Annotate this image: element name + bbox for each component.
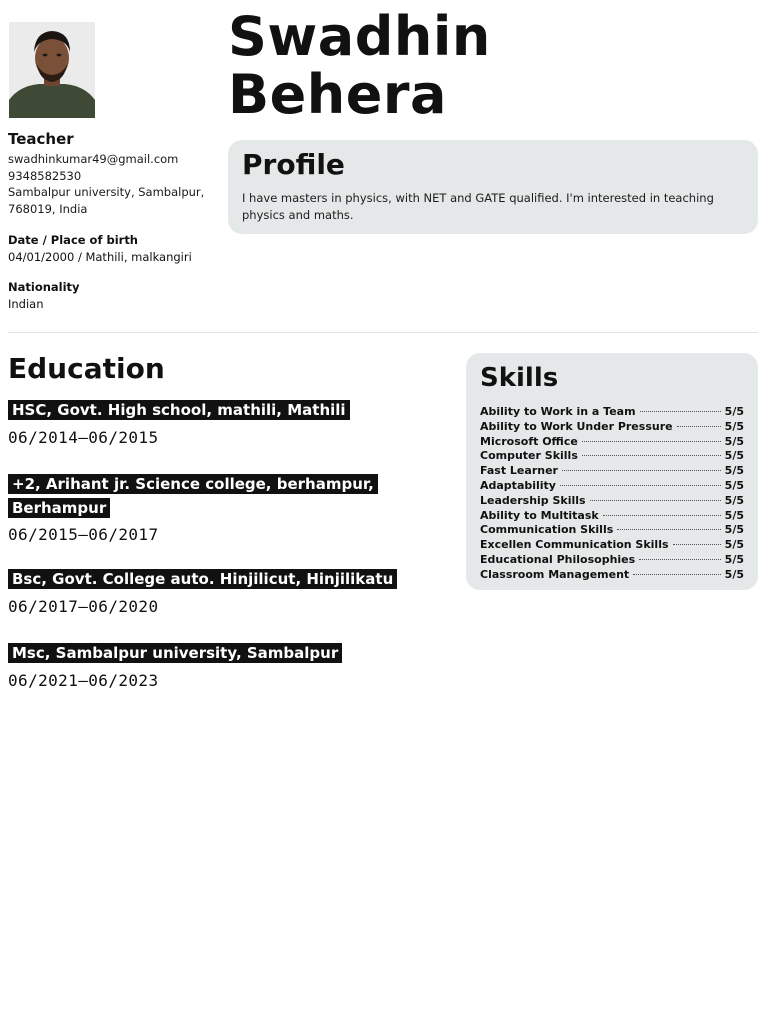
skills-section <box>466 353 758 590</box>
skill-level: 5/5 <box>724 464 744 478</box>
section-divider <box>8 332 758 333</box>
leader-dots <box>582 455 721 456</box>
education-school: +2, Arihant jr. Science college, berhampur, Berhampur <box>8 474 378 518</box>
skill-level: 5/5 <box>724 478 744 492</box>
profile-heading: Profile <box>242 148 345 181</box>
nationality-value: Indian <box>8 296 44 311</box>
last-name: Behera <box>228 63 447 126</box>
first-name: Swadhin <box>228 5 491 68</box>
skill-name: Ability to Work in a Team <box>480 405 636 418</box>
skill-level: 5/5 <box>724 419 744 433</box>
leader-dots <box>590 500 721 501</box>
skill-row <box>480 494 744 509</box>
education-item <box>8 642 408 692</box>
leader-dots <box>639 559 720 560</box>
profile-section <box>228 140 758 234</box>
skill-name: Fast Learner <box>480 464 558 478</box>
education-school: Msc, Sambalpur university, Sambalpur <box>8 643 342 663</box>
education-heading: Education <box>8 352 165 385</box>
education-dates: 06/2017—06/2020 <box>8 596 159 616</box>
skill-level: 5/5 <box>724 508 744 522</box>
skill-name: Ability to Work Under Pressure <box>480 419 673 433</box>
skill-level: 5/5 <box>724 538 744 552</box>
profile-text: I have masters in physics, with NET and GATE qualified. I'm interested in teaching physics and maths. <box>242 191 714 222</box>
skill-name: Excellen Communication Skills <box>480 538 669 552</box>
skill-row <box>480 464 744 479</box>
birth-detail <box>8 232 192 265</box>
leader-dots <box>677 426 721 427</box>
skill-name: Communication Skills <box>480 523 614 537</box>
skill-level: 5/5 <box>724 552 744 566</box>
contact-info <box>8 151 220 217</box>
education-item <box>8 399 408 449</box>
skill-name: Leadership Skills <box>480 493 586 507</box>
skill-row <box>480 523 744 538</box>
leader-dots <box>617 529 720 530</box>
skill-row <box>480 479 744 494</box>
job-title: Teacher <box>8 130 74 148</box>
skill-row <box>480 449 744 464</box>
email-text: swadhinkumar49@gmail.com <box>8 152 179 166</box>
skill-row <box>480 553 744 568</box>
nationality-detail <box>8 279 80 312</box>
leader-dots <box>673 544 721 545</box>
education-dates: 06/2014—06/2015 <box>8 427 159 447</box>
skill-row <box>480 420 744 435</box>
skill-row <box>480 509 744 524</box>
leader-dots <box>633 574 721 575</box>
education-school: HSC, Govt. High school, mathili, Mathili <box>8 400 350 420</box>
full-name <box>228 5 491 126</box>
leader-dots <box>640 411 721 412</box>
address-line-2: 768019, India <box>8 201 88 216</box>
skill-level: 5/5 <box>724 567 744 581</box>
phone-text: 9348582530 <box>8 168 82 183</box>
skill-name: Adaptability <box>480 478 556 492</box>
address-line-1: Sambalpur university, Sambalpur, <box>8 185 205 199</box>
birth-label: Date / Place of birth <box>8 233 138 247</box>
skill-level: 5/5 <box>724 523 744 537</box>
education-item <box>8 473 388 546</box>
profile-photo <box>9 22 95 118</box>
education-dates: 06/2015—06/2017 <box>8 525 159 544</box>
skills-heading: Skills <box>480 363 559 393</box>
education-item <box>8 568 408 618</box>
leader-dots <box>562 470 721 471</box>
skill-row <box>480 435 744 450</box>
birth-value: 04/01/2000 / Mathili, malkangiri <box>8 249 192 264</box>
skill-level: 5/5 <box>724 449 744 463</box>
education-dates: 06/2021—06/2023 <box>8 670 159 690</box>
leader-dots <box>582 441 721 442</box>
education-school: Bsc, Govt. College auto. Hinjilicut, Hinjilikatu <box>8 569 397 589</box>
skill-name: Ability to Multitask <box>480 508 599 522</box>
skill-level: 5/5 <box>724 493 744 507</box>
skill-name: Classroom Management <box>480 567 630 581</box>
nationality-label: Nationality <box>8 280 80 294</box>
skill-row <box>480 405 744 420</box>
leader-dots <box>603 515 721 516</box>
skill-level: 5/5 <box>724 434 744 448</box>
leader-dots <box>560 485 721 486</box>
skill-row <box>480 568 744 583</box>
skill-name: Computer Skills <box>480 449 578 463</box>
skill-row <box>480 538 744 553</box>
person-photo-icon <box>9 22 95 118</box>
skill-name: Microsoft Office <box>480 434 578 448</box>
skill-name: Educational Philosophies <box>480 552 636 566</box>
skill-level: 5/5 <box>724 405 744 418</box>
